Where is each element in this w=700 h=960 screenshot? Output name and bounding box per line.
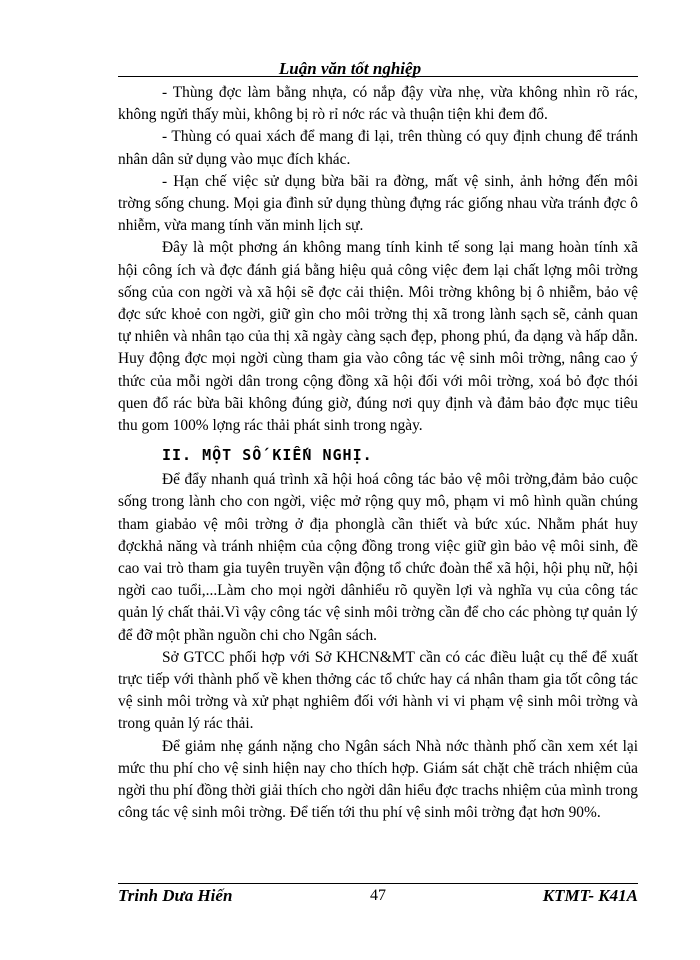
page-number: 47: [370, 887, 386, 904]
section-heading-recommendations: II. MỘT SỐ KIẾN NGHỊ.: [162, 446, 373, 465]
document-body: [118, 82, 638, 825]
header-rule: [118, 76, 638, 77]
paragraph-fee-review: Để giảm nhẹ gánh nặng cho Ngân sách Nhà nớc thành phố cần xem xét lại mức thu phí cho vệ sinh hiện nay cho thích hợp. Giám sát chặt chẽ trách nhiệm của ngời thu phí đồng thời giải thích cho ngời dân hiểu đợc trachs nhiệm của mình trong công tác vệ sinh môi trờng. Để tiến tới thu phí vệ sinh môi trờng đạt hơn 90%.: [118, 737, 638, 822]
footer-author: Trinh Dưa Hiến: [118, 886, 233, 905]
paragraph-bin-handle: - Thùng có quai xách để mang đi lại, trên thùng có quy định chung để tránh nhân dân sử dụng vào mục đích khác.: [118, 128, 638, 168]
paragraph-bin-material: - Thùng đợc làm bằng nhựa, có nắp đậy vừa nhẹ, vừa không nhìn rõ rác, không ngửi thấy mùi, không bị rò rỉ nớc rác và thuận tiện khi đem đổ.: [118, 84, 638, 124]
paragraph-gtcc-coordination: Sở GTCC phối hợp với Sở KHCN&MT cần có các điều luật cụ thể để xuất trực tiếp với thành phố về khen thởng các tổ chức hay cá nhân tham gia tốt công tác vệ sinh môi trờng và xử phạt nghiêm đối với hành vi vi phạm vệ sinh môi trờng và trong quản lý rác thải.: [118, 648, 638, 733]
running-header-title: Luận văn tốt nghiệp: [278, 60, 422, 78]
paragraph-plan-benefits: Đây là một phơng án không mang tính kinh tế song lại mang hoàn tính xã hội công ích và đợc đánh giá bằng hiệu quả công việc đem lại chất lợng môi trờng sống của con ngời và xã hội sẽ đợc cải thiện. Môi trờng không bị ô nhiễm, bảo vệ đợc sức khoẻ con ngời, giữ gìn cho môi trờng thị xã trong lành sạch sẽ, cảnh quan tự nhiên và nhân tạo của thị xã ngày càng sạch đẹp, phong phú, đa dạng và hấp dẫn. Huy động đợc mọi ngời cùng tham gia vào công tác vệ sinh môi trờng, nâng cao ý thức của mỗi ngời dân trong cộng đồng xã hội đối với môi trờng, xoá bỏ đợc thói quen đổ rác bừa bãi không đúng giờ, đúng nơi quy định và đảm bảo đợc mục tiêu thu gom 100% lợng rác thải phát sinh trong ngày.: [118, 239, 638, 435]
footer-class-code: KTMT- K41A: [542, 886, 638, 905]
paragraph-socialization: Để đẩy nhanh quá trình xã hội hoá công tác bảo vệ môi trờng,đảm bảo cuộc sống trong lành cho con ngời, việc mở rộng quy mô, phạm vi mô hình quần chúng tham giabảo vệ môi trờng ở địa phonglà cần thiết và bức xúc. Nhằm phát huy đợckhả năng và tránh nhiệm của cộng đồng trong việc giữ gìn bảo vệ môi sinh, đề cao vai trò tham gia tuyên truyền vận động tổ chức đoàn thể xã hội, hội phụ nữ, hội ngời cao tuổi,...Làm cho mọi ngời dânhiểu rõ quyền lợi và nghĩa vụ của công tác quản lý chất thải.Vì vậy công tác vệ sinh môi trờng cần để cho các phòng tự quản lý để đỡ một phần nguồn chi cho Ngân sách.: [118, 471, 638, 644]
paragraph-limit-littering: - Hạn chế việc sử dụng bừa bãi ra đờng, mất vệ sinh, ảnh hởng đến môi trờng sống chung. Mọi gia đình sử dụng thùng đựng rác giống nhau vừa tránh đợc ô nhiễm, vừa mang tính văn minh lịch sự.: [118, 172, 638, 235]
page-footer: [118, 884, 638, 908]
